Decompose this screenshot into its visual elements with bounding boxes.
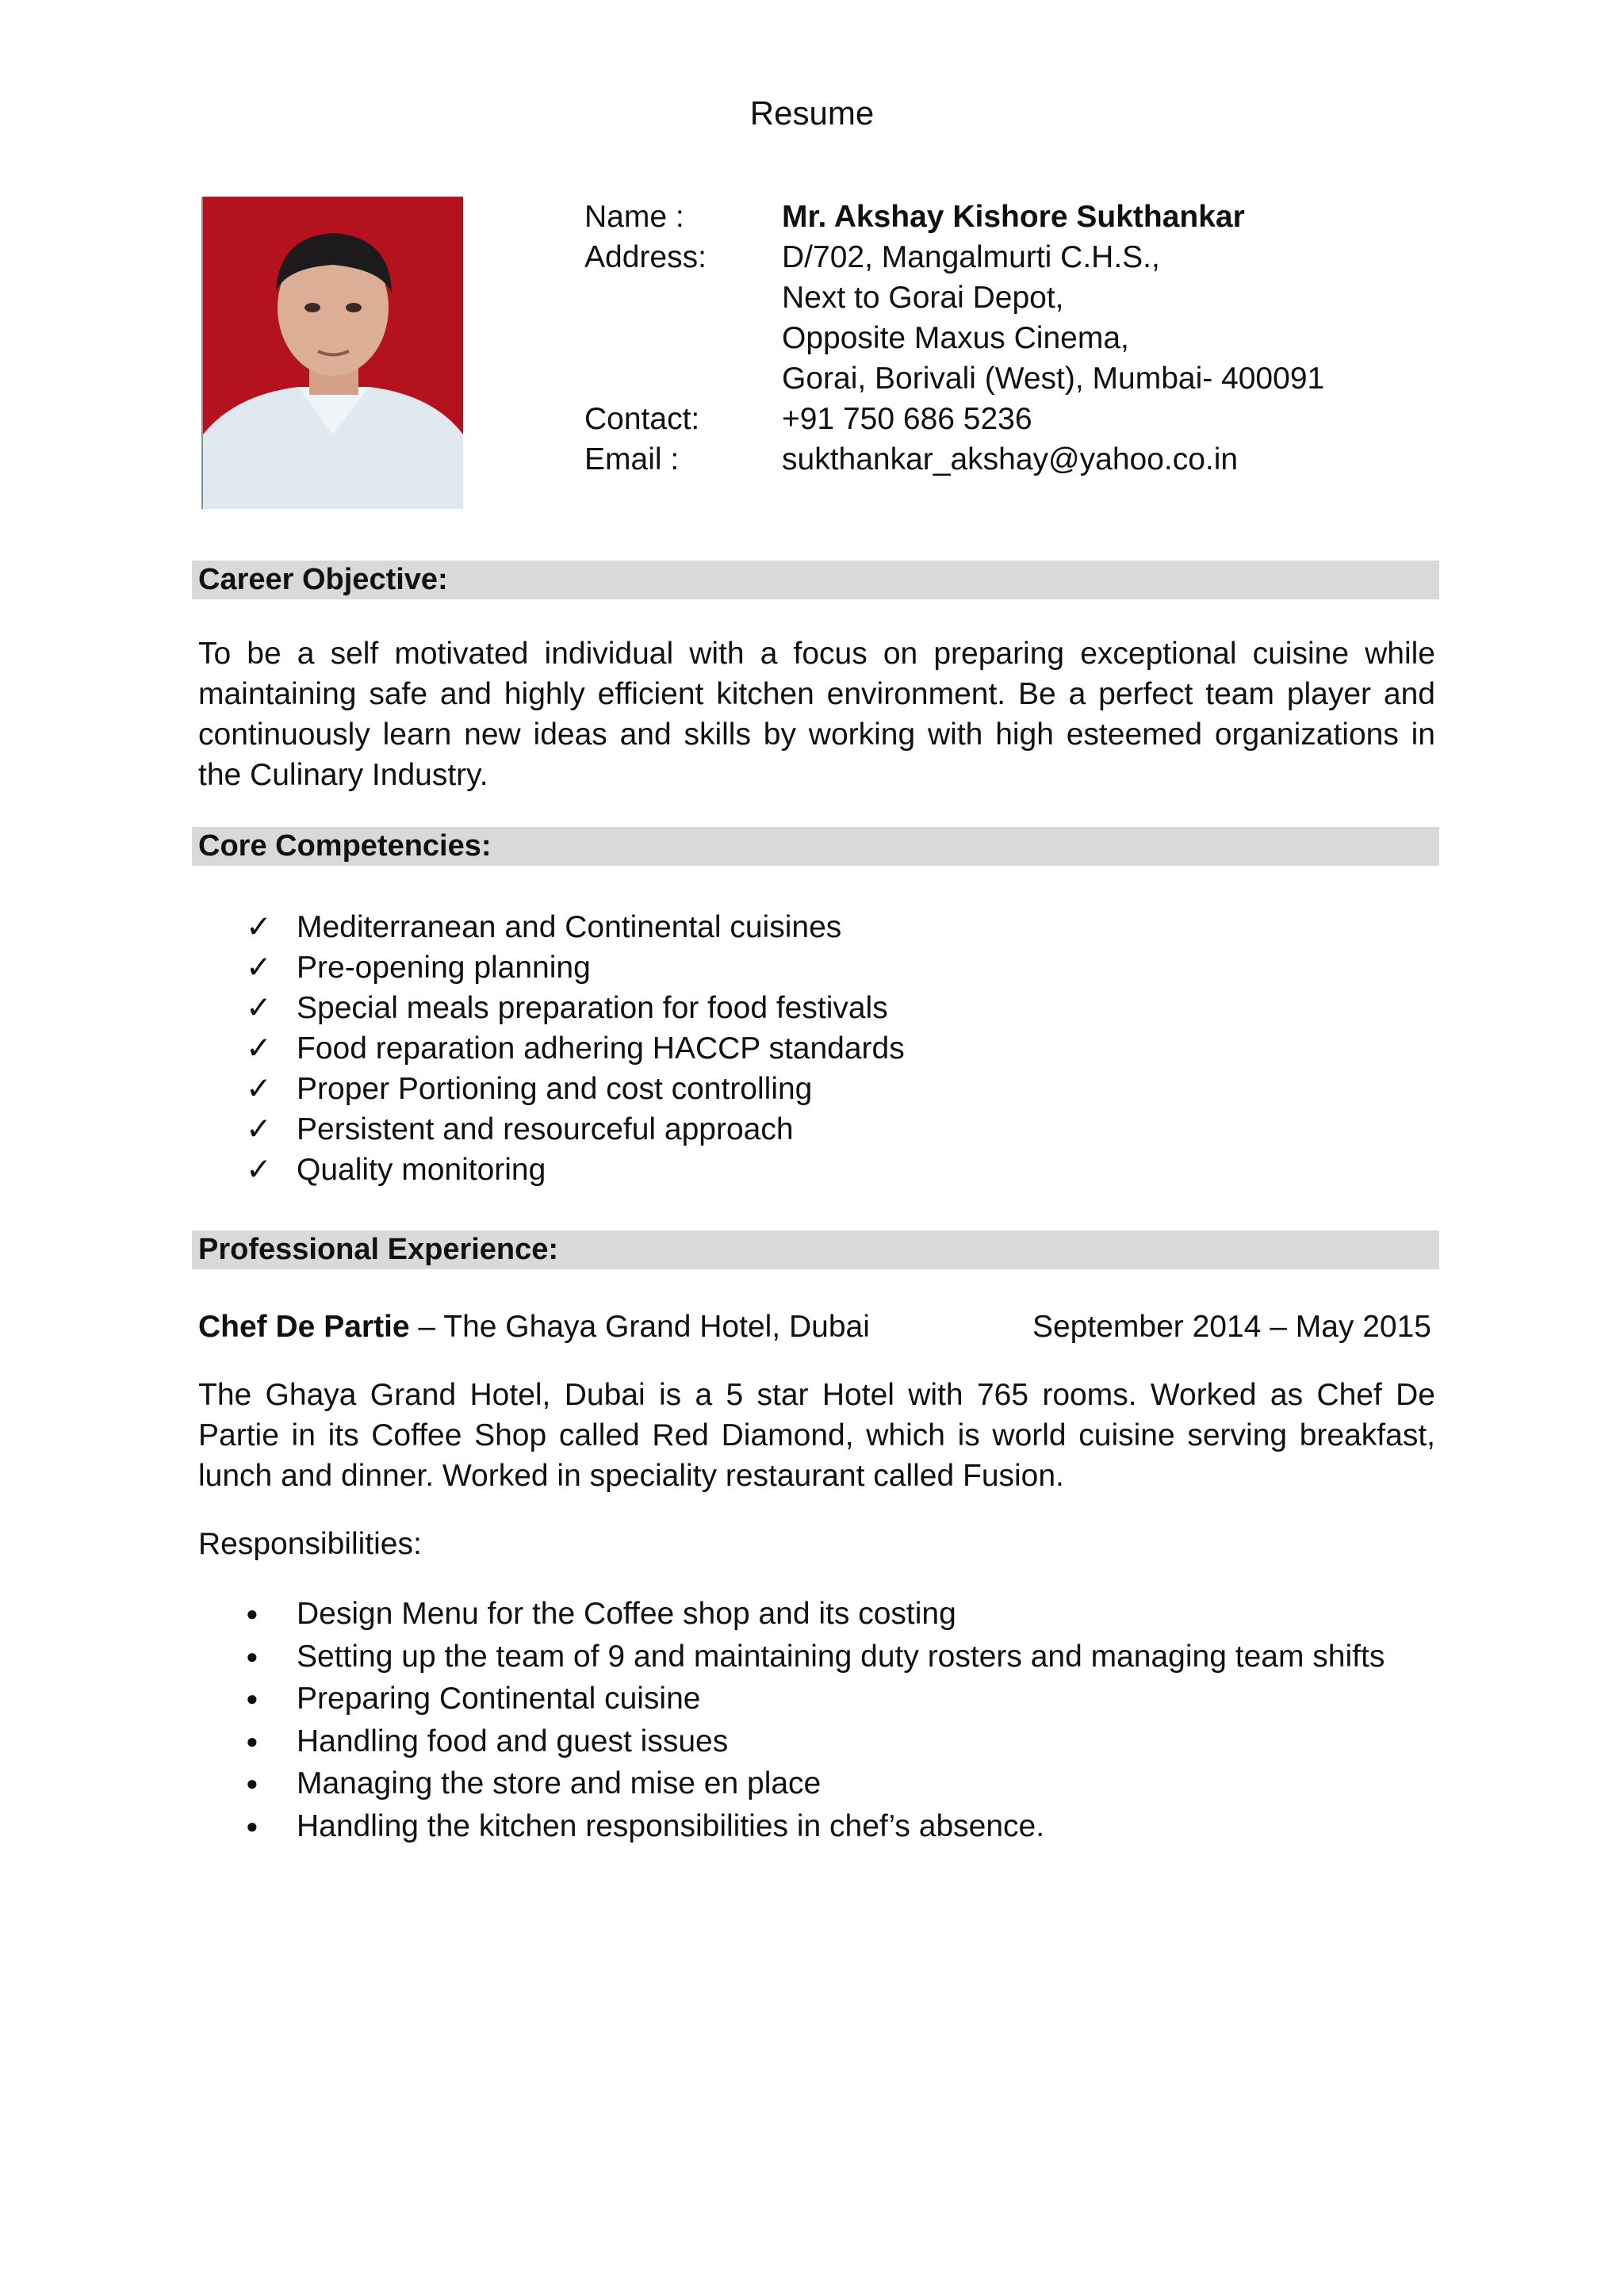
job-title-line [198, 1307, 1431, 1347]
checkmark-icon: ✓ [246, 1072, 272, 1106]
address-block [782, 237, 1324, 399]
list-item: ✓ Pre-opening planning [246, 947, 905, 988]
responsibilities-list [246, 1593, 1385, 1847]
bullet-icon: ● [246, 1771, 259, 1795]
bullet-icon: ● [246, 1601, 259, 1625]
bullet-icon: ● [246, 1728, 259, 1753]
list-item: ✓ Proper Portioning and cost controlling [246, 1069, 905, 1109]
contact-details [584, 197, 1324, 480]
list-item: ● Handling food and guest issues [246, 1720, 1385, 1763]
list-item: ● Preparing Continental cuisine [246, 1678, 1385, 1720]
checkmark-icon: ✓ [246, 991, 272, 1025]
job-role-employer [198, 1307, 870, 1347]
checkmark-icon: ✓ [246, 1153, 272, 1187]
list-item: ✓ Quality monitoring [246, 1150, 905, 1190]
address-label: Address: [584, 240, 707, 274]
job-dates: September 2014 – May 2015 [1032, 1310, 1431, 1344]
job-role: Chef De Partie [198, 1310, 410, 1344]
email-address: sukthankar_akshay@yahoo.co.in [782, 442, 1239, 476]
competencies-list [246, 907, 905, 1190]
bullet-icon: ● [246, 1686, 259, 1710]
core-competencies-heading: Core Competencies: [192, 827, 1439, 866]
list-item: ✓ Food reparation adhering HACCP standards [246, 1028, 905, 1069]
list-item: ✓ Mediterranean and Continental cuisines [246, 907, 905, 947]
checkmark-icon: ✓ [246, 1031, 272, 1066]
career-objective-text: To be a self motivated individual with a focus on preparing exceptional cuisine while maintaining safe and highly efficient kitchen environment. Be a perfect team player and continuously learn new ideas and skills by working with high esteemed organizations in the Culinary Industry. [198, 637, 1435, 792]
address-line: Gorai, Borivali (West), Mumbai- 400091 [782, 362, 1325, 396]
phone-number: +91 750 686 5236 [782, 402, 1032, 436]
job-description: The Ghaya Grand Hotel, Dubai is a 5 star Hotel with 765 rooms. Worked as Chef De Partie in its Coffee Shop called Red Diamond, which is world cuisine serving breakfast, lunch and dinner. Worked in speciality restaurant called Fusion. [198, 1378, 1435, 1493]
list-item: ✓ Special meals preparation for food festivals [246, 988, 905, 1028]
email-label: Email : [584, 442, 680, 476]
address-line: D/702, Mangalmurti C.H.S., [782, 240, 1160, 274]
full-name: Mr. Akshay Kishore Sukthankar [782, 200, 1245, 234]
contact-label: Contact: [584, 402, 700, 436]
separator: – [409, 1310, 444, 1344]
list-item: ● Design Menu for the Coffee shop and its costing [246, 1593, 1385, 1636]
checkmark-icon: ✓ [246, 1112, 272, 1146]
career-objective-heading: Career Objective: [192, 561, 1439, 599]
bullet-icon: ● [246, 1813, 259, 1838]
checkmark-icon: ✓ [246, 910, 272, 944]
professional-experience-heading: Professional Experience: [192, 1230, 1439, 1269]
list-item: ● Managing the store and mise en place [246, 1762, 1385, 1805]
checkmark-icon: ✓ [246, 951, 272, 985]
list-item: ✓ Persistent and resourceful approach [246, 1109, 905, 1150]
list-item: ● Handling the kitchen responsibilities in chef’s absence. [246, 1805, 1385, 1848]
profile-photo [201, 197, 463, 509]
bullet-icon: ● [246, 1644, 259, 1668]
employer: The Ghaya Grand Hotel, Dubai [443, 1310, 870, 1344]
page-title: Resume [749, 94, 875, 132]
name-label: Name : [584, 200, 684, 234]
address-line: Opposite Maxus Cinema, [782, 321, 1129, 355]
responsibilities-label: Responsibilities: [198, 1527, 422, 1561]
list-item: ● Setting up the team of 9 and maintaining duty rosters and managing team shifts [246, 1636, 1385, 1678]
address-line: Next to Gorai Depot, [782, 281, 1064, 315]
